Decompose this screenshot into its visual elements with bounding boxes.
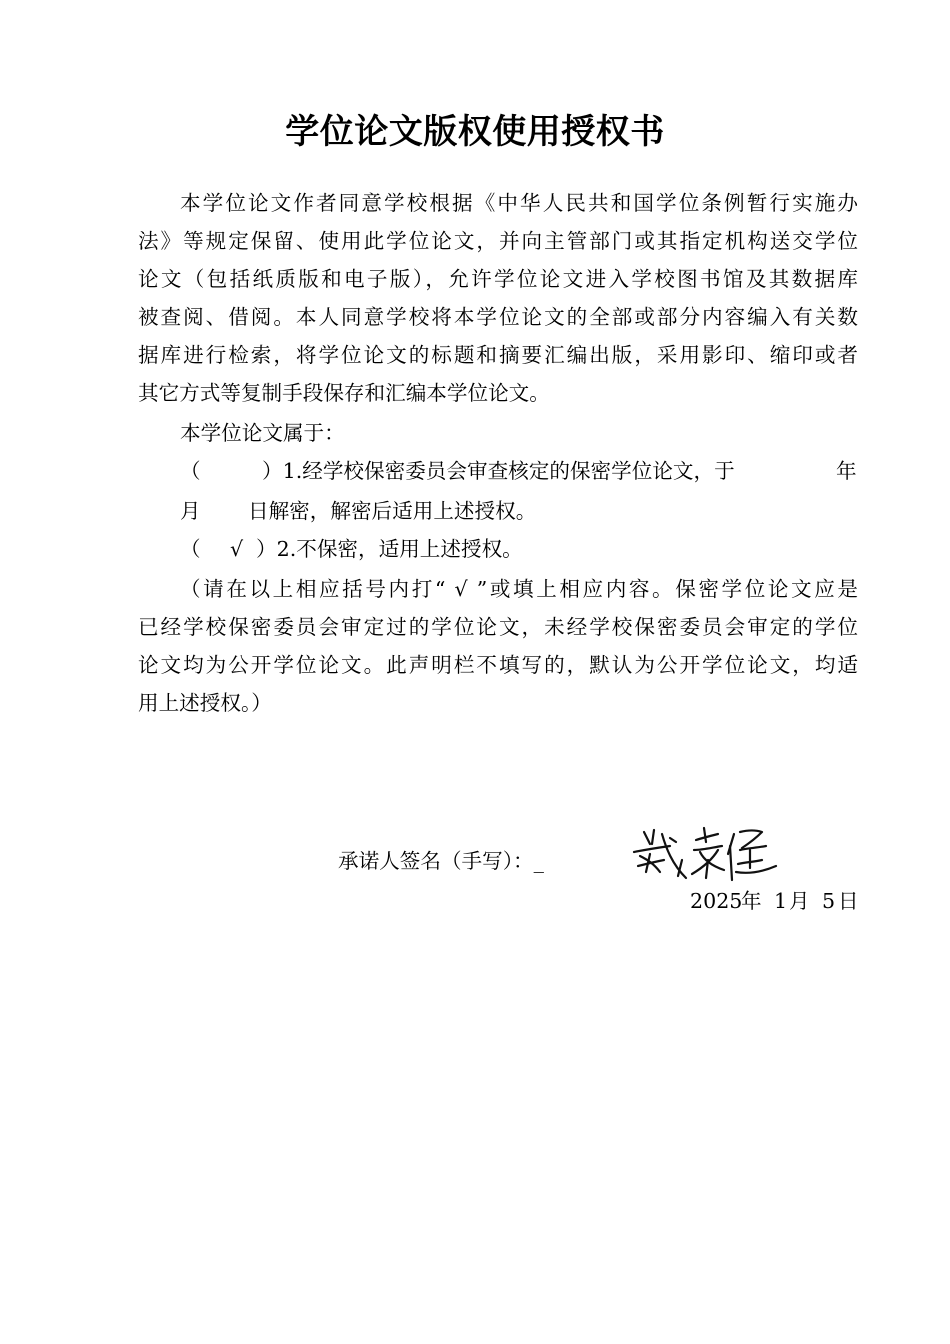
option1-month-label: 月 <box>180 499 201 523</box>
paragraph-line-5: 据库进行检索，将学位论文的标题和摘要汇编出版，采用影印、缩印或者 <box>138 343 858 367</box>
paragraph-line-4: 被查阅、借阅。本人同意学校将本学位论文的全部或部分内容编入有关数 <box>138 305 858 329</box>
option2-check-mark: √ <box>230 537 244 561</box>
handwritten-signature <box>630 820 780 890</box>
paragraph-line-6: 其它方式等复制手段保存和汇编本学位论文。 <box>138 381 550 405</box>
date-month-unit: 月 <box>789 889 810 913</box>
date-day: 5 <box>822 889 836 913</box>
date-year: 2025 <box>690 889 743 913</box>
note-line-1: （请在以上相应括号内打“ √ ”或填上相应内容。保密学位论文应是 <box>180 577 858 601</box>
date-year-unit: 年 <box>741 889 762 913</box>
note-line-3: 论文均为公开学位论文。此声明栏不填写的，默认为公开学位论文，均适 <box>138 653 858 677</box>
date-day-unit: 日 <box>838 889 859 913</box>
paragraph-line-1: 本学位论文作者同意学校根据《中华人民共和国学位条例暂行实施办 <box>180 191 858 215</box>
option1-year-label: 年 <box>836 459 857 483</box>
option2-open-paren: （ <box>180 537 201 561</box>
paragraph-line-3: 论文（包括纸质版和电子版），允许学位论文进入学校图书馆及其数据库 <box>138 267 858 291</box>
note-line-2: 已经学校保密委员会审定过的学位论文，未经学校保密委员会审定的学位 <box>138 615 858 639</box>
option1-rest: 日解密，解密后适用上述授权。 <box>248 499 537 523</box>
paragraph-line-2: 法》等规定保留、使用此学位论文，并向主管部门或其指定机构送交学位 <box>138 229 858 253</box>
belongs-label: 本学位论文属于： <box>180 421 345 445</box>
date-month: 1 <box>774 889 788 913</box>
option1-open-paren: （ <box>180 459 201 483</box>
page-title: 学位论文版权使用授权书 <box>285 112 665 152</box>
option1-text: ）1.经学校保密委员会审查核定的保密学位论文，于 <box>262 459 735 483</box>
option2-text: ）2.不保密，适用上述授权。 <box>256 537 523 561</box>
signature-label: 承诺人签名（手写）：_ <box>338 849 544 873</box>
note-line-4: 用上述授权。） <box>138 691 272 715</box>
